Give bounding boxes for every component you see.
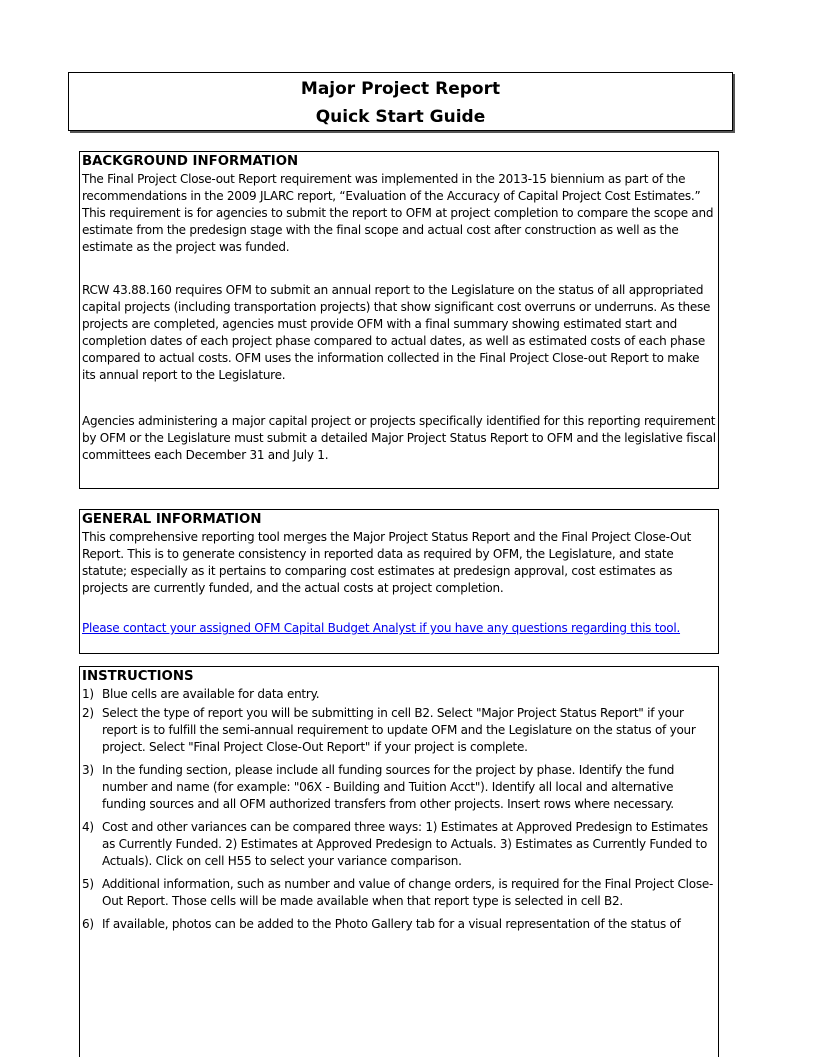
background-paragraph-2: RCW 43.88.160 requires OFM to submit an annual report to the Legislature on the status of all appropriated capital projects (including transportation projects) that show significant cost overruns or underruns. As these projects are completed, agencies must provide OFM with a final summary showing estimated start and completion dates of each project phase compared to actual dates, as well as estimated costs of each phase compared to actual costs. OFM uses the information collected in the Final Project Close-out Report to make its annual report to the Legislature. [82,283,711,382]
item-number: 1) [82,687,94,701]
list-item [82,686,716,703]
item-number: 5) [82,877,94,891]
list-item [82,819,716,870]
instructions-heading: INSTRUCTIONS [82,669,194,684]
item-text: Select the type of report you will be submitting in cell B2. Select "Major Project Status Report" if your report is to fulfill the semi-annual requirement to update OFM and the Legislature on the status of your project. Select "Final Project Close-Out Report" if your project is complete. [102,706,696,754]
item-text: In the funding section, please include all funding sources for the project by phase. Identify the fund number and name (for example: "06X - Building and Tuition Acct"). Identify all local and alternative funding sources and all OFM authorized transfers from other projects. Insert rows where necessary. [102,763,675,811]
report-title: Major Project Report [300,79,501,99]
instructions-section [79,666,719,1057]
general-heading: GENERAL INFORMATION [82,512,262,527]
list-item [82,876,716,910]
item-number: 3) [82,763,94,777]
list-item [82,762,716,813]
item-text: Additional information, such as number and value of change orders, is required for the Final Project Close-Out Report. Those cells will be made available when that report type is selected in cell B2. [102,877,714,908]
contact-analyst-link[interactable]: Please contact your assigned OFM Capital Budget Analyst if you have any questions regarding this tool. [82,621,681,635]
background-paragraph-1: The Final Project Close-out Report requirement was implemented in the 2013-15 biennium as part of the recommendations in the 2009 JLARC report, “Evaluation of the Accuracy of Capital Project Cost Estimates.” This requirement is for agencies to submit the report to OFM at project completion to compare the scope and estimate from the predesign stage with the final scope and actual cost after construction as well as the estimate as the project was funded. [82,172,714,254]
list-item [82,705,716,756]
item-text: If available, photos can be added to the Photo Gallery tab for a visual representation of the status of [102,917,681,931]
general-paragraph: This comprehensive reporting tool merges the Major Project Status Report and the Final Project Close-Out Report. This is to generate consistency in reported data as required by OFM, the Legislature, and state statute; especially as it pertains to comparing cost estimates at predesign approval, cost estimates as projects are currently funded, and the actual costs at project completion. [82,530,692,595]
item-number: 2) [82,706,94,720]
report-subtitle: Quick Start Guide [315,107,486,127]
item-number: 6) [82,917,94,931]
item-text: Cost and other variances can be compared three ways: 1) Estimates at Approved Predesign to Estimates as Currently Funded. 2) Estimates at Approved Predesign to Actuals. 3) Estimates as Currently Funded to Actuals). Click on cell H55 to select your variance comparison. [102,820,708,868]
background-heading: BACKGROUND INFORMATION [82,154,299,169]
background-paragraph-3: Agencies administering a major capital project or projects specifically identified for this reporting requirement by OFM or the Legislature must submit a detailed Major Project Status Report to OFM and the legislative fiscal committees each December 31 and July 1. [82,414,716,462]
general-section [79,509,719,654]
list-item [82,916,716,933]
item-text: Blue cells are available for data entry. [102,687,320,701]
background-section [79,151,719,489]
item-number: 4) [82,820,94,834]
instructions-list [82,686,716,933]
report-title-box [68,72,733,131]
